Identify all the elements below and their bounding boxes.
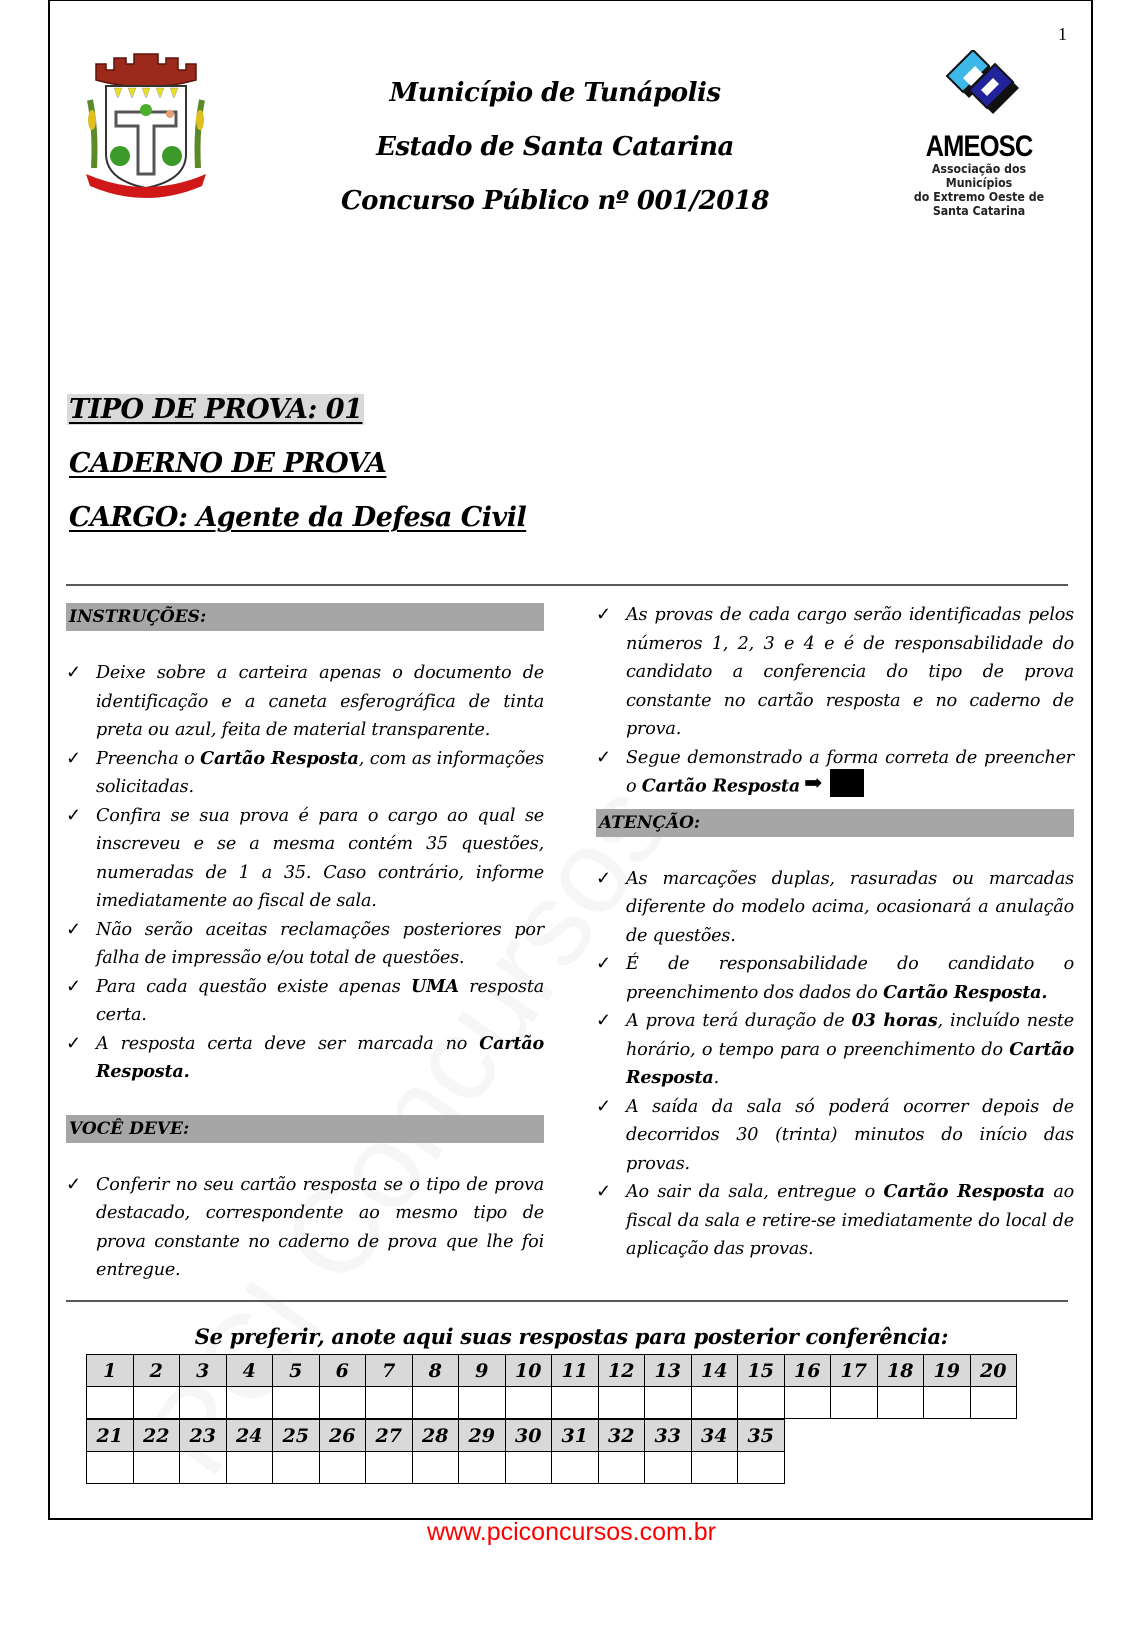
checkmark-icon: ✓	[66, 662, 81, 683]
arrow-right-icon: ➡	[804, 770, 823, 796]
document-header	[300, 66, 810, 228]
answer-box[interactable]	[598, 1452, 645, 1484]
question-number: 4	[226, 1355, 273, 1387]
checklist-item	[66, 973, 544, 1030]
answer-box[interactable]	[552, 1387, 599, 1419]
answer-box[interactable]	[924, 1387, 971, 1419]
municipality-title: Município de Tunápolis	[389, 78, 721, 108]
question-number: 28	[412, 1420, 459, 1452]
question-number: 9	[459, 1355, 506, 1387]
question-number: 29	[459, 1420, 506, 1452]
checkmark-icon: ✓	[596, 1010, 611, 1032]
answer-grid-1-20	[86, 1354, 1017, 1419]
item-text: Preencha o	[96, 748, 201, 769]
answer-box[interactable]	[366, 1387, 413, 1419]
answer-box[interactable]	[180, 1387, 227, 1419]
municipal-crest-logo	[82, 50, 210, 198]
item-text: Segue demonstrado a forma correta de preencher o	[626, 747, 1074, 797]
you-must-header: VOCÊ DEVE:	[66, 1115, 544, 1143]
checklist-item	[596, 865, 1074, 951]
emphasis-text: Cartão Resposta	[641, 775, 801, 797]
checklist-item	[596, 744, 1074, 801]
question-number: 23	[180, 1420, 227, 1452]
contest-title: Concurso Público nº 001/2018	[340, 186, 770, 216]
checkmark-icon: ✓	[596, 1095, 611, 1117]
emphasis-text: 03 horas	[851, 1010, 938, 1032]
item-text: As provas de cada cargo serão identificadas pelos números 1, 2, 3 e 4 e é de responsabilidade do candidato a conferencia do tipo de prova constante no cartão resposta e no caderno de prova.	[626, 605, 1074, 739]
checklist-item	[596, 1007, 1074, 1093]
item-text: , incluído neste horário, o tempo para o preenchimento do	[626, 1011, 1074, 1060]
checkmark-icon: ✓	[66, 747, 81, 769]
emphasis-text: UMA	[411, 975, 459, 997]
checkmark-icon: ✓	[596, 746, 611, 768]
answer-box[interactable]	[133, 1387, 180, 1419]
item-text: As marcações duplas, rasuradas ou marcadas diferente do modelo acima, ocasionará a anulação de questões.	[626, 868, 1074, 946]
answer-box[interactable]	[319, 1452, 366, 1484]
question-number: 35	[738, 1420, 785, 1452]
instructions-list	[66, 659, 544, 1087]
question-number: 33	[645, 1420, 692, 1452]
answer-box[interactable]	[738, 1387, 785, 1419]
answer-box[interactable]	[459, 1387, 506, 1419]
checkmark-icon: ✓	[66, 1032, 81, 1054]
question-number: 27	[366, 1420, 413, 1452]
ameosc-subtitle-2: do Extremo Oeste de	[913, 189, 1045, 204]
checkmark-icon: ✓	[596, 953, 611, 975]
state-title: Estado de Santa Catarina	[376, 132, 734, 162]
you-must-list	[66, 1171, 544, 1285]
checklist-item	[596, 1093, 1074, 1179]
question-number: 26	[319, 1420, 366, 1452]
item-text: Ao sair da sala, entregue o	[626, 1182, 884, 1203]
ameosc-subtitle-3: Santa Catarina	[932, 203, 1026, 218]
question-number: 13	[645, 1355, 692, 1387]
item-text: Deixe sobre a carteira apenas o documento de identificação e a caneta esferográfica de tinta preta ou azul, feita de material transparente.	[96, 663, 544, 740]
item-text: A saída da sala só poderá ocorrer depois de decorridos 30 (trinta) minutos do início das provas.	[626, 1096, 1074, 1174]
divider-top	[66, 584, 1068, 586]
question-number: 12	[598, 1355, 645, 1387]
answer-box[interactable]	[87, 1387, 134, 1419]
question-number: 17	[831, 1355, 878, 1387]
answer-box[interactable]	[505, 1452, 552, 1484]
ameosc-subtitle-1: Associação dos Municípios	[931, 161, 1027, 190]
answer-box[interactable]	[552, 1452, 599, 1484]
ameosc-mark-icon	[933, 50, 1025, 130]
answer-box[interactable]	[87, 1452, 134, 1484]
question-number: 32	[598, 1420, 645, 1452]
answer-box[interactable]	[366, 1452, 413, 1484]
question-number: 7	[366, 1355, 413, 1387]
checkmark-icon: ✓	[596, 867, 611, 889]
answer-box[interactable]	[645, 1452, 692, 1484]
answer-box[interactable]	[831, 1387, 878, 1419]
question-number: 2	[133, 1355, 180, 1387]
question-number: 25	[273, 1420, 320, 1452]
question-number: 5	[273, 1355, 320, 1387]
answer-box[interactable]	[877, 1387, 924, 1419]
left-column	[66, 603, 544, 1285]
question-number: 10	[505, 1355, 552, 1387]
answer-box[interactable]	[319, 1387, 366, 1419]
answer-box[interactable]	[180, 1452, 227, 1484]
item-text: Para cada questão existe apenas	[96, 976, 411, 997]
answer-box[interactable]	[691, 1452, 738, 1484]
checkmark-icon: ✓	[596, 604, 611, 625]
answer-box[interactable]	[459, 1452, 506, 1484]
item-text: Confira se sua prova é para o cargo ao qual se inscreveu e se a mesma contém 35 questões, numeradas de 1 a 35. Caso contrário, informe imediatamente ao fiscal de sala.	[96, 805, 544, 911]
answer-box[interactable]	[645, 1387, 692, 1419]
ameosc-name: AMEOSC	[925, 130, 1033, 163]
checklist-item	[66, 1030, 544, 1087]
pciconcursos-link[interactable]: www.pciconcursos.com.br	[427, 1518, 716, 1546]
emphasis-text: Cartão Resposta	[200, 747, 359, 769]
question-number: 15	[738, 1355, 785, 1387]
item-text: A prova terá duração de	[626, 1011, 852, 1032]
checkmark-icon: ✓	[66, 918, 81, 940]
question-number: 34	[691, 1420, 738, 1452]
checkmark-icon: ✓	[66, 1173, 81, 1195]
checklist-item	[66, 802, 544, 916]
question-number: 20	[970, 1355, 1017, 1387]
checkmark-icon: ✓	[66, 804, 81, 826]
checklist-item	[596, 1178, 1074, 1264]
checklist-item	[66, 1171, 544, 1285]
checklist-item	[66, 916, 544, 973]
filled-bubble-example	[830, 769, 864, 797]
exam-type-heading: TIPO DE PROVA: 01	[69, 394, 363, 425]
exam-role-heading: CARGO: Agente da Defesa Civil	[69, 502, 527, 533]
page-number: 1	[1058, 24, 1067, 44]
question-number: 22	[133, 1420, 180, 1452]
item-text: resposta certa.	[96, 976, 545, 1025]
checklist-item	[596, 950, 1074, 1007]
question-number: 14	[691, 1355, 738, 1387]
answer-box[interactable]	[691, 1387, 738, 1419]
exam-booklet-heading: CADERNO DE PROVA	[69, 448, 387, 479]
question-number: 30	[505, 1420, 552, 1452]
emphasis-text: Cartão Resposta	[883, 1181, 1045, 1203]
answer-box[interactable]	[226, 1387, 273, 1419]
item-text: .	[713, 1068, 719, 1089]
answer-box[interactable]	[970, 1387, 1017, 1419]
answer-box[interactable]	[598, 1387, 645, 1419]
ameosc-logo	[886, 50, 1072, 218]
emphasis-text: Cartão Resposta.	[96, 1032, 544, 1082]
item-text: A resposta certa deve ser marcada no	[96, 1033, 480, 1054]
emphasis-text: Cartão Resposta	[626, 1038, 1074, 1089]
question-number: 16	[784, 1355, 831, 1387]
answer-box[interactable]	[505, 1387, 552, 1419]
question-number: 3	[180, 1355, 227, 1387]
item-text: ao fiscal da sala e retire-se imediatamente do local de aplicação das provas.	[626, 1182, 1074, 1260]
question-number: 21	[87, 1420, 134, 1452]
item-text: Conferir no seu cartão resposta se o tipo de prova destacado, correspondente ao mesmo tipo de prova constante no caderno de prova que lhe foi entregue.	[96, 1174, 544, 1280]
question-number: 6	[319, 1355, 366, 1387]
right-top-list	[596, 601, 1074, 801]
attention-header: ATENÇÃO:	[596, 809, 1074, 837]
item-text: É de responsabilidade do candidato o preenchimento dos dados do	[626, 954, 1074, 1003]
answer-box[interactable]	[738, 1452, 785, 1484]
question-number: 24	[226, 1420, 273, 1452]
crest-icon	[82, 50, 210, 198]
answer-sheet-title: Se preferir, anote aqui suas respostas para posterior conferência:	[194, 1324, 949, 1349]
emphasis-text: Cartão Resposta.	[883, 981, 1048, 1003]
question-number: 19	[924, 1355, 971, 1387]
answer-grid-21-35	[86, 1419, 785, 1484]
question-number: 1	[87, 1355, 134, 1387]
instructions-header: INSTRUÇÕES:	[66, 603, 544, 631]
question-number: 8	[412, 1355, 459, 1387]
item-text: , com as informações solicitadas.	[96, 748, 545, 797]
answer-box[interactable]	[412, 1452, 459, 1484]
question-number: 31	[552, 1420, 599, 1452]
answer-box[interactable]	[273, 1387, 320, 1419]
checklist-item	[66, 745, 544, 802]
attention-list	[596, 865, 1074, 1264]
answer-box[interactable]	[784, 1387, 831, 1419]
answer-box[interactable]	[133, 1452, 180, 1484]
answer-box[interactable]	[273, 1452, 320, 1484]
checklist-item	[66, 659, 544, 745]
answer-box[interactable]	[412, 1387, 459, 1419]
checkmark-icon: ✓	[66, 975, 81, 997]
right-column	[596, 601, 1074, 1264]
question-number: 11	[552, 1355, 599, 1387]
checklist-item	[596, 601, 1074, 744]
checkmark-icon: ✓	[596, 1181, 611, 1203]
divider-bottom	[66, 1300, 1068, 1302]
item-text: Não serão aceitas reclamações posteriores por falha de impressão e/ou total de questões.	[96, 919, 544, 968]
answer-box[interactable]	[226, 1452, 273, 1484]
question-number: 18	[877, 1355, 924, 1387]
